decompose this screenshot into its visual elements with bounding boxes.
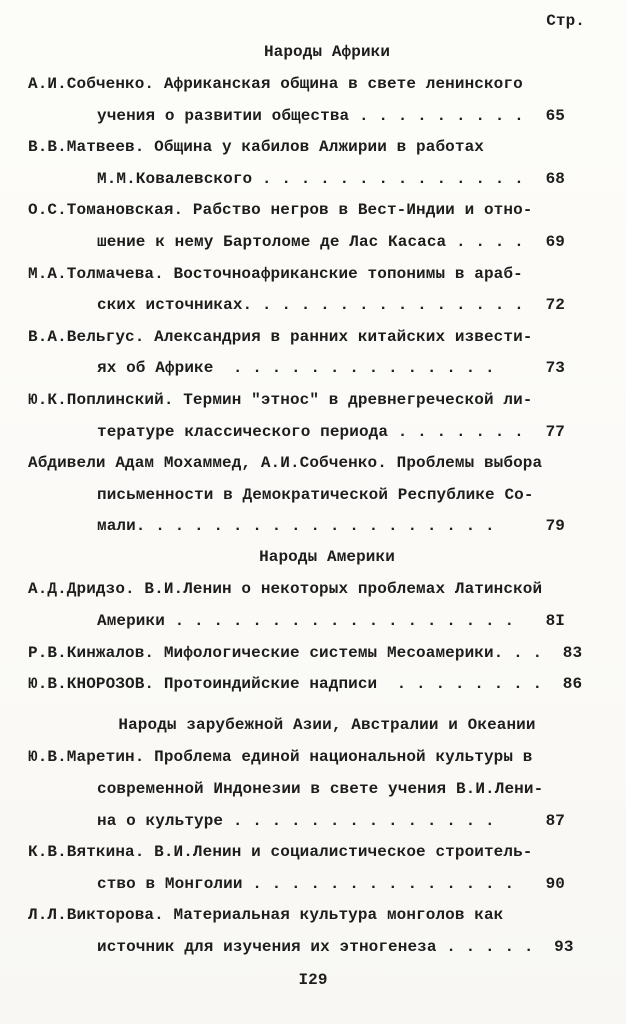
column-header-row: [28, 5, 626, 37]
entry-continuation: тературе классического периода . . . . . . .: [97, 422, 524, 441]
page-column-header: Стр.: [546, 11, 585, 30]
entry-continuation: источник для изучения их этногенеза . . . . .: [97, 938, 534, 957]
entry-line: В.А.Вельгус. Александрия в ранних китайских извести-: [28, 327, 533, 346]
entry-line: [28, 805, 626, 837]
toc-entry: [28, 131, 626, 194]
toc-entry: [28, 68, 626, 131]
page-number: 79: [545, 517, 565, 536]
entry-continuation: ях об Африке . . . . . . . . . . . . . .: [97, 359, 495, 378]
entry-line: [28, 868, 626, 900]
entry-line: [28, 289, 626, 321]
entry-line: О.С.Томановская. Рабство негров в Вест-Индии и отно-: [28, 201, 533, 220]
entry-line: [28, 163, 626, 195]
entry-continuation: ство в Монголии . . . . . . . . . . . . . .: [97, 874, 515, 893]
entry-line: [28, 511, 626, 543]
entry-line: Абдивели Адам Мохаммед, А.И.Собченко. Проблемы выбора: [28, 454, 543, 473]
page-number: 77: [545, 422, 565, 441]
entry-line: Р.В.Кинжалов. Мифологические системы Месоамерики. . . 83: [28, 637, 626, 669]
page-number: 72: [545, 296, 565, 315]
toc-entry: [28, 574, 626, 637]
entry-continuation: М.М.Ковалевского . . . . . . . . . . . . . .: [97, 169, 524, 188]
entry-line: Л.Л.Викторова. Материальная культура монголов как: [28, 906, 504, 925]
page-number: 73: [545, 359, 565, 378]
entry-continuation: шение к нему Бартоломе де Лас Касаса . . . .: [97, 232, 524, 251]
toc-entry: [28, 742, 626, 837]
toc-entry: [28, 668, 626, 700]
entry-continuation: мали. . . . . . . . . . . . . . . . . . .: [97, 517, 495, 536]
entry-line: [28, 353, 626, 385]
section-asia-australia-oceania: [28, 710, 626, 963]
section-title: Народы зарубежной Азии, Австралии и Океании: [118, 716, 536, 735]
entry-line: [28, 605, 626, 637]
toc-entry: [28, 637, 626, 669]
page-number: 93: [554, 938, 574, 957]
entry-line: В.В.Матвеев. Община у кабилов Алжирии в работах: [28, 138, 484, 157]
entry-line: К.В.Вяткина. В.И.Ленин и социалистическое строитель-: [28, 843, 533, 862]
toc-entry: [28, 447, 626, 542]
entry-line: А.И.Собченко. Африканская община в свете ленинского: [28, 74, 523, 93]
toc-entry: [28, 900, 626, 963]
toc-entry: [28, 836, 626, 899]
section-title: Народы Америки: [259, 548, 395, 567]
entry-continuation: ских источниках. . . . . . . . . . . . . . .: [97, 296, 524, 315]
page-number: 69: [545, 232, 565, 251]
entry-line: Ю.В.Маретин. Проблема единой национальной культуры в: [28, 748, 533, 767]
entry-continuation: на о культуре . . . . . . . . . . . . . .: [97, 811, 495, 830]
entry-line: [28, 100, 626, 132]
page-number: 90: [545, 874, 565, 893]
entry-line: [28, 773, 626, 805]
page-number: 86: [562, 675, 583, 694]
entry-continuation: современной Индонезии в свете учения В.И.Лени-: [97, 780, 544, 799]
toc-entry: [28, 195, 626, 258]
section-title: Народы Африки: [263, 42, 391, 61]
page-number: 8I: [545, 612, 565, 631]
toc-entry: [28, 321, 626, 384]
entry-line: А.Д.Дридзо. В.И.Ленин о некоторых проблемах Латинской: [28, 580, 543, 599]
page-number: 65: [545, 106, 565, 125]
toc-entry: [28, 258, 626, 321]
entry-line: [28, 416, 626, 448]
entry-line: [28, 479, 626, 511]
entry-continuation: учения о развитии общества . . . . . . . . .: [97, 106, 524, 125]
entry-line: М.А.Толмачева. Восточноафриканские топонимы в араб-: [28, 264, 523, 283]
entry-line: Ю.В.КНОРОЗОВ. Протоиндийские надписи . . . . . . . . 86: [28, 668, 626, 700]
page-number: 68: [545, 169, 565, 188]
entry-line: [28, 931, 626, 963]
entry-line: [28, 226, 626, 258]
toc-entry: [28, 384, 626, 447]
entry-continuation: Америки . . . . . . . . . . . . . . . . . .: [97, 612, 515, 631]
page-number: 83: [562, 643, 583, 662]
page-number: 87: [545, 811, 565, 830]
section-america: [28, 542, 626, 700]
footer-page-number: I29: [298, 970, 328, 989]
entry-line: Ю.К.Поплинский. Термин "этнос" в древнегреческой ли-: [28, 390, 533, 409]
entry-continuation: письменности в Демократической Республике Со-: [97, 485, 534, 504]
section-africa: [28, 37, 626, 543]
